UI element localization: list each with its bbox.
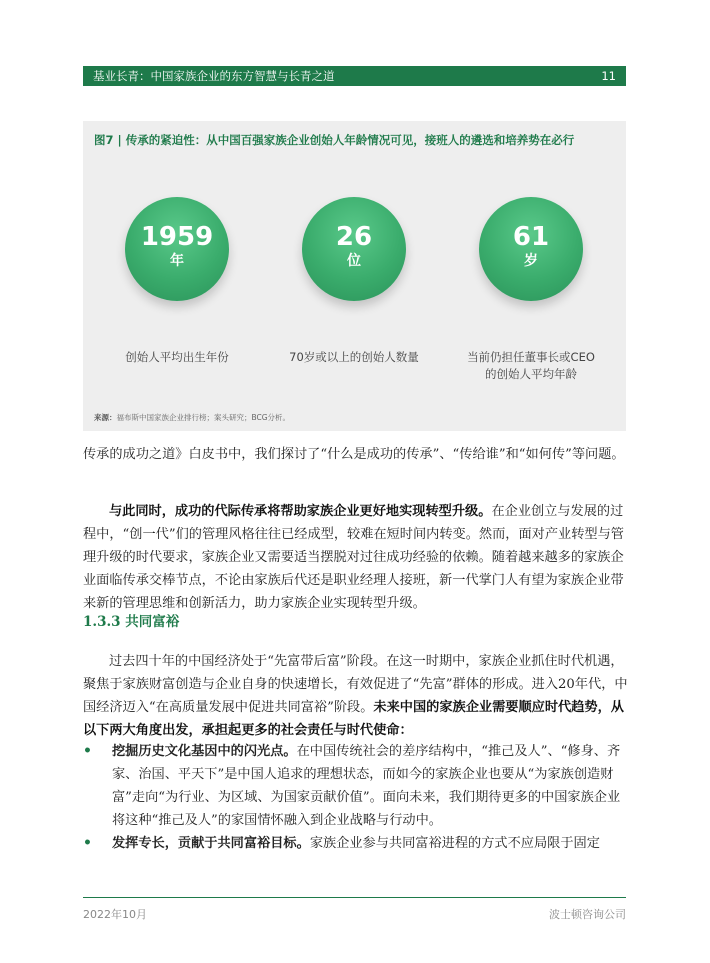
stat-founder-birth-year [87,197,267,366]
bullet-item [83,740,628,832]
stat-unit: 岁 [524,253,538,269]
figure-panel [83,121,626,431]
bullet-text [112,832,628,855]
stat-founder-average-age [441,197,621,383]
figure-caption: 图7 | 传承的紧迫性：从中国百强家族企业创始人年龄情况可见，接班人的遴选和培养势在必行 [94,133,575,147]
footer-divider [83,897,626,898]
paragraph-common-prosperity [83,650,628,742]
paragraph-lead: 与此同时，成功的代际传承将帮助家族企业更好地实现转型升级。 [109,504,492,519]
page-number: 11 [601,69,616,83]
bullet-item [83,832,628,855]
bullet-marker: • [83,743,92,759]
stat-founders-over-70 [264,197,444,366]
stat-circle [302,197,406,301]
bullet-marker: • [83,835,92,851]
stat-value: 61 [512,222,550,252]
paragraph-emphasis: 未来中国的家族企业需要顺应时代趋势，从以下两大角度出发，承担起更多的社会责任与时代使命： [83,700,624,738]
stat-value: 1959 [140,222,214,252]
source-text: 福布斯中国家族企业排行榜；案头研究；BCG分析。 [116,413,291,422]
footer-date: 2022年10月 [83,908,147,921]
footer-company: 波士顿咨询公司 [549,908,626,921]
stat-value: 26 [335,222,373,252]
stat-circle [125,197,229,301]
source-label: 来源： [94,413,117,422]
bullet-body: 在中国传统社会的差序结构中，“推己及人”、“修身、齐家、治国、平天下”是中国人追求的理想状态，而如今的家族企业也要从“为家族创造财富”走向“为行业、为区域、为国家贡献价值”。面向未来，我们期待更多的中国家族企业将这种“推己及人”的家国情怀融入到企业战略与行动中。 [112,744,621,828]
stat-description: 70岁或以上的创始人数量 [289,350,419,364]
document-title: 基业长青：中国家族企业的东方智慧与长青之道 [93,69,335,83]
stat-unit: 年 [170,253,184,269]
bullet-text [112,740,628,832]
bullet-lead: 发挥专长，贡献于共同富裕目标。 [112,836,310,851]
bullet-body: 家族企业参与共同富裕进程的方式不应局限于固定 [309,836,600,851]
stat-description: 当前仍担任董事长或CEO的创始人平均年龄 [467,350,595,381]
stat-description: 创始人平均出生年份 [125,350,229,364]
paragraph-body: 过去四十年的中国经济处于“先富带后富”阶段。在这一时期中，家族企业抓住时代机遇，聚焦于家族财富创造与企业自身的快速增长，有效促进了“先富”群体的形成。进入20年代，中国经济迈入“在高质量发展中促进共同富裕”阶段。 [83,654,628,715]
figure-source [94,412,290,423]
section-heading: 1.3.3 共同富裕 [83,614,180,630]
paragraph-continuation: 传承的成功之道》白皮书中，我们探讨了“什么是成功的传承”、“传给谁”和“如何传”等问题。 [83,447,625,462]
stat-unit: 位 [347,253,361,269]
stat-circle [479,197,583,301]
bullet-lead: 挖掘历史文化基因中的闪光点。 [112,744,297,759]
paragraph-body: 在企业创立与发展的过程中，“创一代”们的管理风格往往已经成型，较难在短时间内转变。然而，面对产业转型与管理升级的时代要求，家族企业又需要适当摆脱对过往成功经验的依赖。随着越来越多的家族企业面临传承交棒节点，不论由家族后代还是职业经理人接班，新一代掌门人有望为家族企业带来新的管理思维和创新活力，助力家族企业实现转型升级。 [83,504,624,611]
paragraph-transformation [83,500,628,615]
running-header [83,66,626,86]
